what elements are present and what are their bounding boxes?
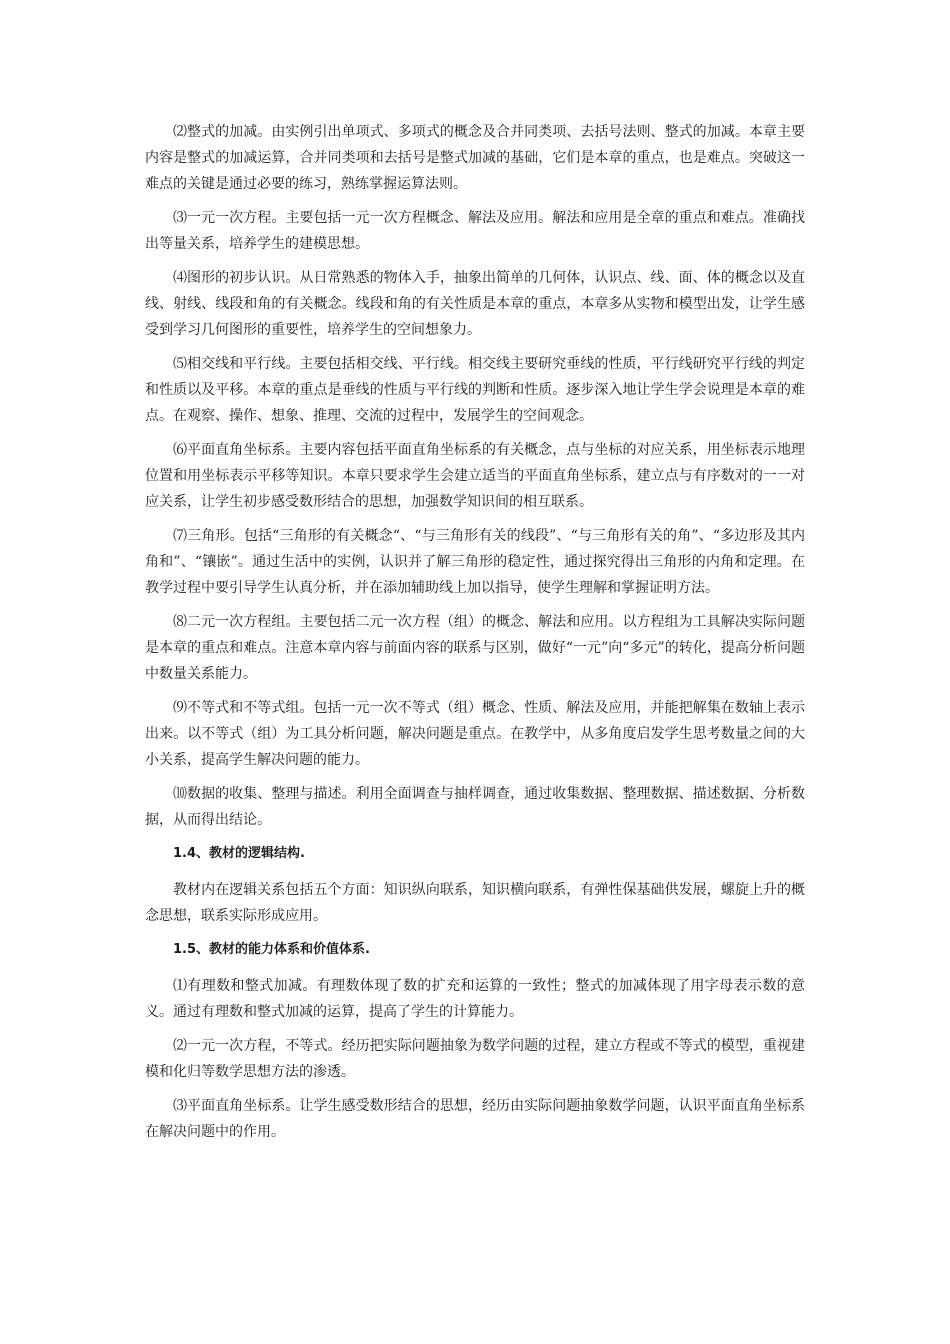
paragraph-linear-equation: ⑶一元一次方程。主要包括一元一次方程概念、解法及应用。解法和应用是全章的重点和难点。准确找出等量关系，培养学生的建模思想。 bbox=[145, 210, 805, 252]
paragraph-coordinate-system: ⑹平面直角坐标系。主要内容包括平面直角坐标系的有关概念，点与坐标的对应关系，用坐标表示地理位置和用坐标表示平移等知识。本章只要求学生会建立适当的平面直角坐标系，建立点与有序数对的一一对应关系，让学生初步感受数形结合的思想，加强数学知识间的相互联系。 bbox=[145, 442, 805, 510]
section-heading-logical-structure: 1.4、教材的逻辑结构. bbox=[173, 846, 305, 861]
document-page bbox=[145, 119, 805, 1153]
paragraph-linear-equation-system: ⑻二元一次方程组。主要包括二元一次方程（组）的概念、解法和应用。以方程组为工具解决实际问题是本章的重点和难点。注意本章内容与前面内容的联系与区别，做好“一元”向“多元”的转化，提高分析问题中数量关系能力。 bbox=[145, 614, 805, 682]
paragraph-integral-expressions: ⑵整式的加减。由实例引出单项式、多项式的概念及合并同类项、去括号法则、整式的加减。本章主要内容是整式的加减运算，合并同类项和去括号是整式加减的基础，它们是本章的重点，也是难点。突破这一难点的关键是通过必要的练习，熟练掌握运算法则。 bbox=[145, 124, 805, 192]
paragraph-logical-structure: 教材内在逻辑关系包括五个方面：知识纵向联系，知识横向联系，有弹性保基础供发展，螺旋上升的概念思想，联系实际形成应用。 bbox=[145, 882, 805, 924]
paragraph-coordinate-thinking: ⑶平面直角坐标系。让学生感受数形结合的思想，经历由实际问题抽象数学问题，认识平面直角坐标系在解决问题中的作用。 bbox=[145, 1098, 805, 1140]
paragraph-equation-inequality: ⑵一元一次方程，不等式。经历把实际问题抽象为数学问题的过程，建立方程或不等式的模型，重视建模和化归等数学思想方法的渗透。 bbox=[145, 1038, 805, 1080]
paragraph-data-collection: ⑽数据的收集、整理与描述。利用全面调查与抽样调查，通过收集数据、整理数据、描述数据、分析数据，从而得出结论。 bbox=[145, 786, 805, 828]
paragraph-inequalities: ⑼不等式和不等式组。包括一元一次不等式（组）概念、性质、解法及应用，并能把解集在数轴上表示出来。以不等式（组）为工具分析问题，解决问题是重点。在教学中，从多角度启发学生思考数量之间的大小关系，提高学生解决问题的能力。 bbox=[145, 700, 805, 768]
paragraph-intersecting-parallel-lines: ⑸相交线和平行线。主要包括相交线、平行线。相交线主要研究垂线的性质，平行线研究平行线的判定和性质以及平移。本章的重点是垂线的性质与平行线的判断和性质。逐步深入地让学生学会说理是本章的难点。在观察、操作、想象、推理、交流的过程中，发展学生的空间观念。 bbox=[145, 356, 805, 424]
paragraph-triangles: ⑺三角形。包括“三角形的有关概念“、“与三角形有关的线段”、“与三角形有关的角”、“多边形及其内角和”、“镶嵌”。通过生活中的实例，认识并了解三角形的稳定性，通过探究得出三角形的内角和定理。在教学过程中要引导学生认真分析，并在添加辅助线上加以指导，使学生理解和掌握证明方法。 bbox=[145, 528, 805, 596]
paragraph-rational-numbers: ⑴有理数和整式加减。有理数体现了数的扩充和运算的一致性；整式的加减体现了用字母表示数的意义。通过有理数和整式加减的运算，提高了学生的计算能力。 bbox=[145, 978, 805, 1020]
section-heading-ability-value-system: 1.5、教材的能力体系和价值体系. bbox=[173, 942, 370, 957]
paragraph-geometric-figures: ⑷图形的初步认识。从日常熟悉的物体入手，抽象出简单的几何体，认识点、线、面、体的概念以及直线、射线、线段和角的有关概念。线段和角的有关性质是本章的重点，本章多从实物和模型出发，让学生感受到学习几何图形的重要性，培养学生的空间想象力。 bbox=[145, 270, 805, 338]
